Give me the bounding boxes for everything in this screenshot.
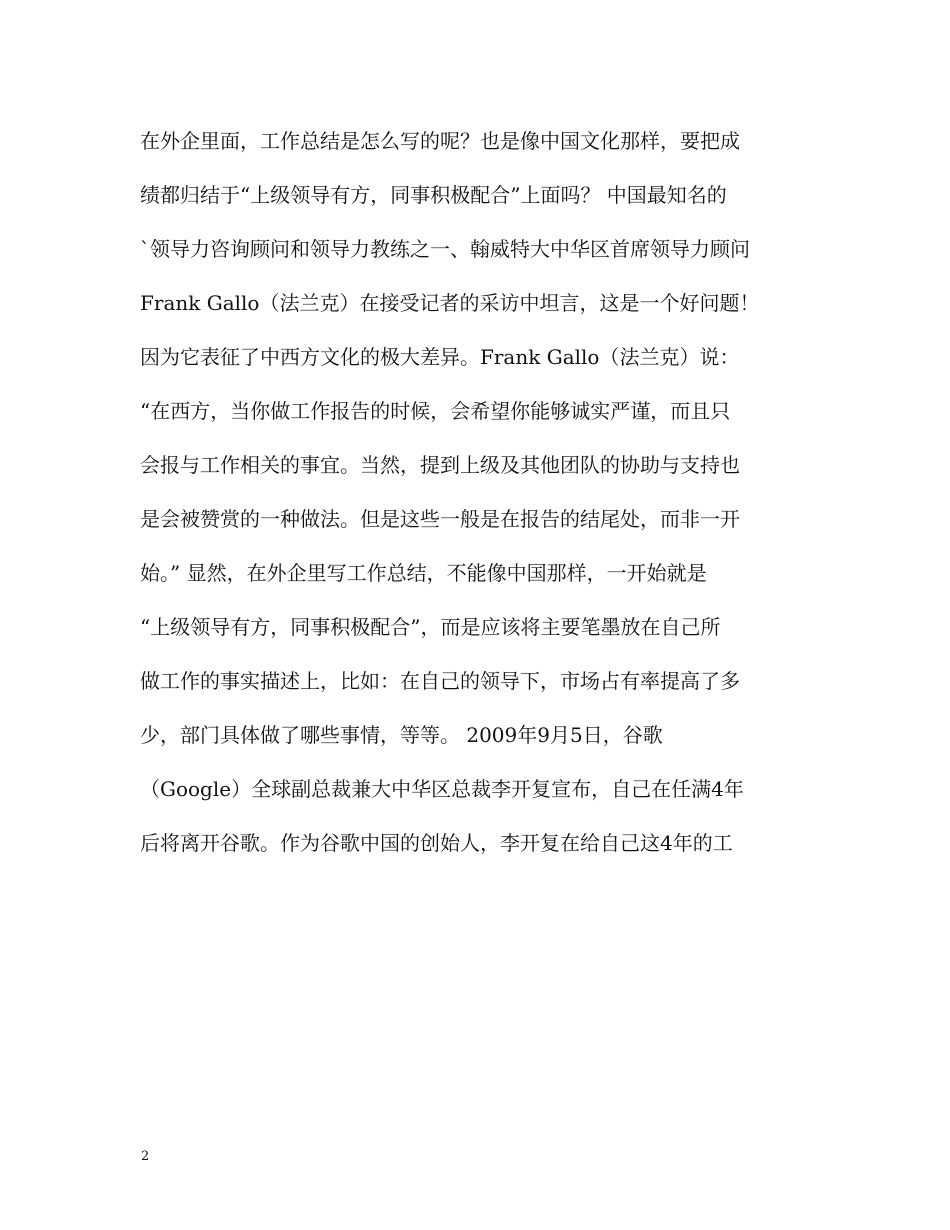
body-text	[140, 121, 820, 877]
text-line: 做工作的事实描述上，比如：在自己的领导下，市场占有率提高了多	[140, 669, 740, 693]
text-line: “上级领导有方，同事积极配合”，而是应该将主要笔墨放在自己所	[140, 615, 721, 639]
text-line: 后将离开谷歌。作为谷歌中国的创始人，李开复在给自己这4年的工	[140, 831, 733, 855]
text-line: Frank Gallo（法兰克）在接受记者的采访中坦言，这是一个好问题！	[140, 291, 760, 315]
text-line: `领导力咨询顾问和领导力教练之一、翰威特大中华区首席领导力顾问	[140, 237, 750, 261]
text-line: 因为它表征了中西方文化的极大差异。Frank Gallo（法兰克）说：	[140, 345, 740, 369]
page-number: 2	[141, 1149, 150, 1164]
text-line: 绩都归结于“上级领导有方，同事积极配合”上面吗？ 中国最知名的	[140, 183, 727, 207]
text-line: （Google）全球副总裁兼大中华区总裁李开复宣布，自己在任满4年	[140, 777, 744, 801]
text-line: 在外企里面，工作总结是怎么写的呢？也是像中国文化那样，要把成	[140, 129, 740, 153]
text-line: 少，部门具体做了哪些事情，等等。 2009年9月5日，谷歌	[140, 723, 663, 747]
text-line: “在西方，当你做工作报告的时候，会希望你能够诚实严谨，而且只	[140, 399, 731, 423]
text-line: 是会被赞赏的一种做法。但是这些一般是在报告的结尾处，而非一开	[140, 507, 740, 531]
text-line: 始。” 显然，在外企里写工作总结，不能像中国那样，一开始就是	[140, 561, 707, 585]
text-line: 会报与工作相关的事宜。当然，提到上级及其他团队的协助与支持也	[140, 453, 740, 477]
